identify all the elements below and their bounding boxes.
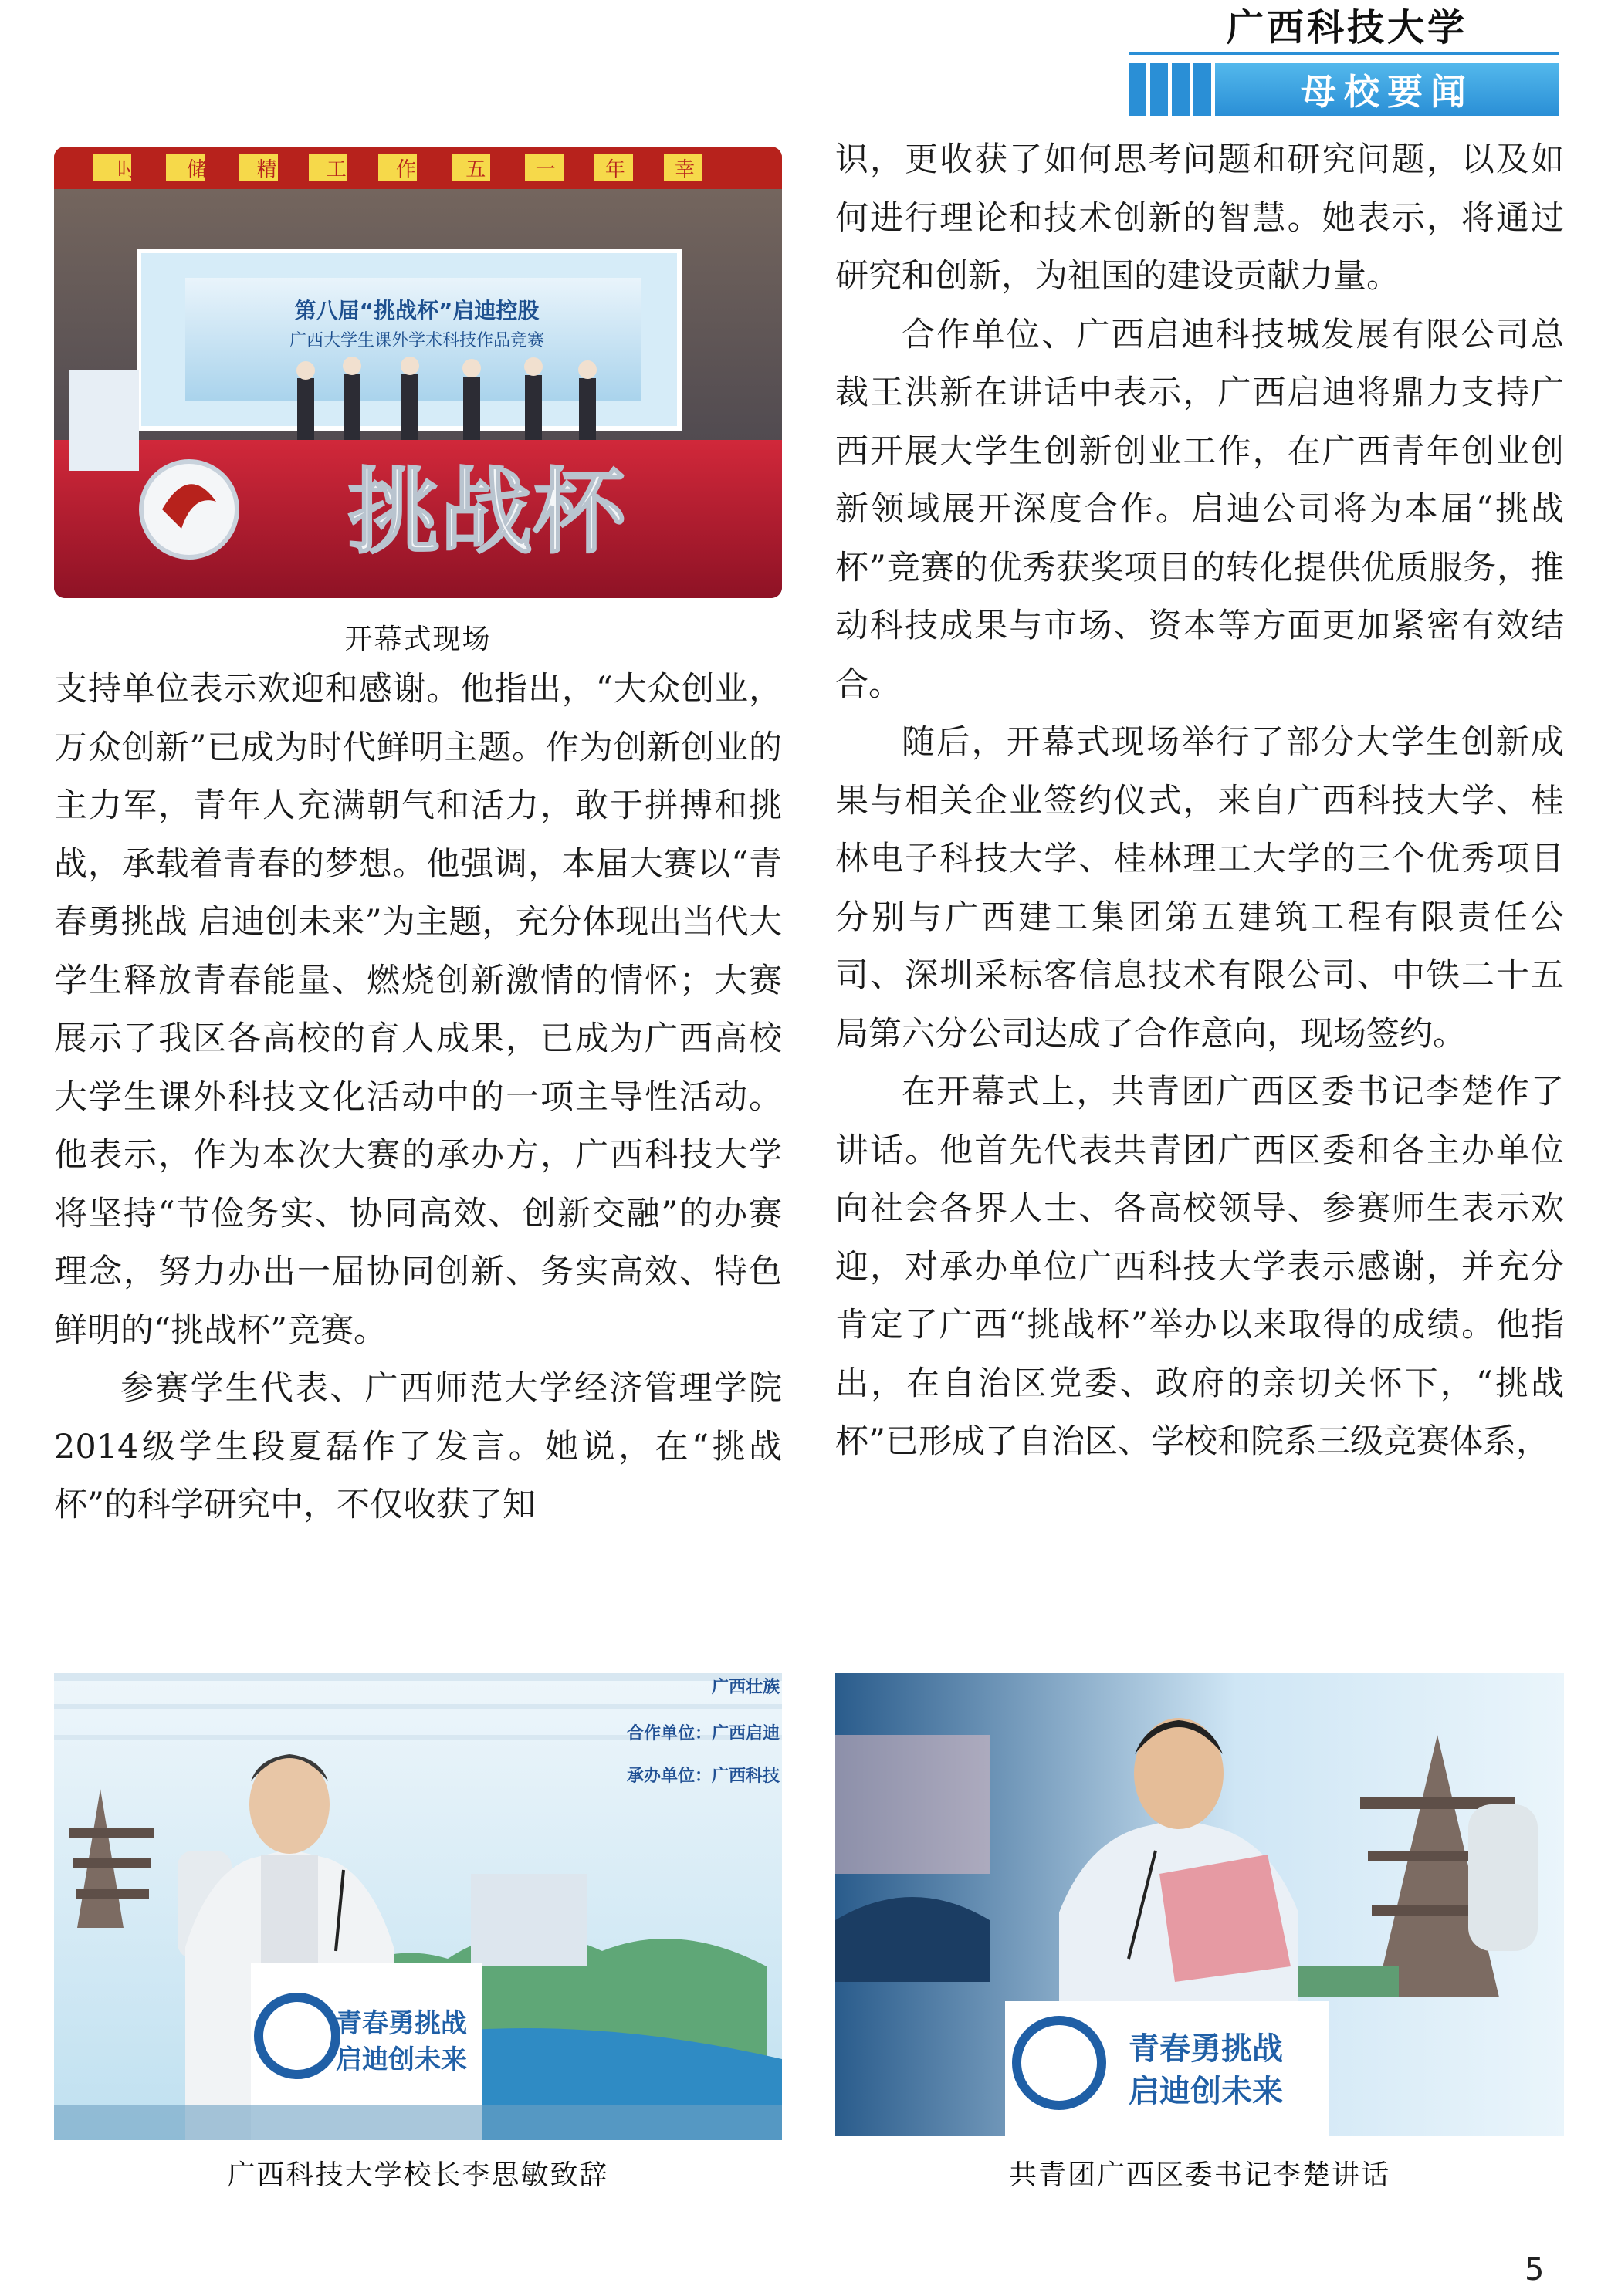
president-photo-caption: 广西科技大学校长李思敏致辞 bbox=[227, 2159, 609, 2191]
paragraph: 在开幕式上，共青团广西区委书记李楚作了讲话。他首先代表共青团广西区委和各主办单位向社会各界人士、各高校领导、参赛师生表示欢迎，对承办单位广西科技大学表示感谢，并充分肯定了广西“挑战杯”举办以来取得的成绩。他指出，在自治区党委、政府的亲切关怀下，“挑战杯”已形成了自治区、学校和院系三级竞赛体系， bbox=[835, 1073, 1564, 1461]
backdrop-line-2: 合作单位：广西启迪 bbox=[626, 1724, 780, 1743]
paragraph: 支持单位表示欢迎和感谢。他指出，“大众创业，万众创新”已成为时代鲜明主题。作为创新创业的主力军，青年人充满朝气和活力，敢于拼搏和挑战，承载着青春的梦想。他强调，本届大赛以“青春勇挑战 启迪创未来”为主题，充分体现出当代大学生释放青春能量、燃烧创新激情的情怀；大赛展示了我区各高校的育人成果，已成为广西高校大学生课外科技文化活动中的一项主导性活动。他表示，作为本次大赛的承办方，广西科技大学将坚持“节俭务实、协同高效、创新交融”的办赛理念，努力办出一届协同创新、务实高效、特色鲜明的“挑战杯”竞赛。 bbox=[54, 670, 782, 1350]
backdrop-line-3: 承办单位：广西科技 bbox=[626, 1767, 780, 1786]
section-label: 母校要闻 bbox=[1215, 63, 1559, 116]
right-text-column bbox=[835, 131, 1564, 1472]
trophy-text: 挑战杯 bbox=[347, 459, 625, 566]
paragraph: 参赛学生代表、广西师范大学经济管理学院2014级学生段夏磊作了发言。她说，在“挑战杯”的科学研究中，不仅收获了知 bbox=[54, 1369, 782, 1524]
paragraph: 随后，开幕式现场举行了部分大学生创新成果与相关企业签约仪式，来自广西科技大学、桂林电子科技大学、桂林理工大学的三个优秀项目分别与广西建工集团第五建筑工程有限责任公司、深圳采标客信息技术有限公司、中铁二十五局第六分公司达成了合作意向，现场签约。 bbox=[835, 723, 1564, 1053]
podium-slogan-1: 青春勇挑战 bbox=[336, 2008, 467, 2039]
section-banner bbox=[1129, 63, 1559, 116]
podium-slogan-2: 启迪创未来 bbox=[336, 2044, 467, 2075]
opening-ceremony-photo bbox=[54, 147, 782, 598]
president-speech-photo bbox=[54, 1673, 782, 2140]
header-rule bbox=[1129, 52, 1559, 55]
podium-slogan-2: 启迪创未来 bbox=[1129, 2074, 1283, 2109]
secretary-speech-photo bbox=[835, 1673, 1564, 2136]
opening-screen-title: 第八届“挑战杯”启迪控股 bbox=[294, 298, 540, 323]
paragraph: 合作单位、广西启迪科技城发展有限公司总裁王洪新在讲话中表示，广西启迪将鼎力支持广西开展大学生创新创业工作，在广西青年创业创新领域展开深度合作。启迪公司将为本届“挑战杯”竞赛的优秀获奖项目的转化提供优质服务，推动科技成果与市场、资本等方面更加紧密有效结合。 bbox=[835, 315, 1564, 704]
opening-photo-caption: 开幕式现场 bbox=[344, 624, 492, 655]
opening-banner-text: 时 储 精 工 作 五 一 年 幸 bbox=[117, 158, 717, 181]
publication-title: 广西科技大学 bbox=[1226, 6, 1467, 49]
podium-slogan-1: 青春勇挑战 bbox=[1129, 2031, 1283, 2067]
secretary-photo-caption: 共青团广西区委书记李楚讲话 bbox=[1008, 2159, 1390, 2191]
backdrop-line-1: 广西壮族 bbox=[711, 1678, 780, 1697]
left-text-column bbox=[54, 661, 782, 1535]
opening-screen-subtitle: 广西大学生课外学术科技作品竞赛 bbox=[289, 331, 545, 350]
banner-stripes bbox=[1129, 63, 1215, 116]
page-number: 5 bbox=[1525, 2252, 1545, 2288]
paragraph: 识，更收获了如何思考问题和研究问题，以及如何进行理论和技术创新的智慧。她表示，将通过研究和创新，为祖国的建设贡献力量。 bbox=[835, 140, 1564, 296]
